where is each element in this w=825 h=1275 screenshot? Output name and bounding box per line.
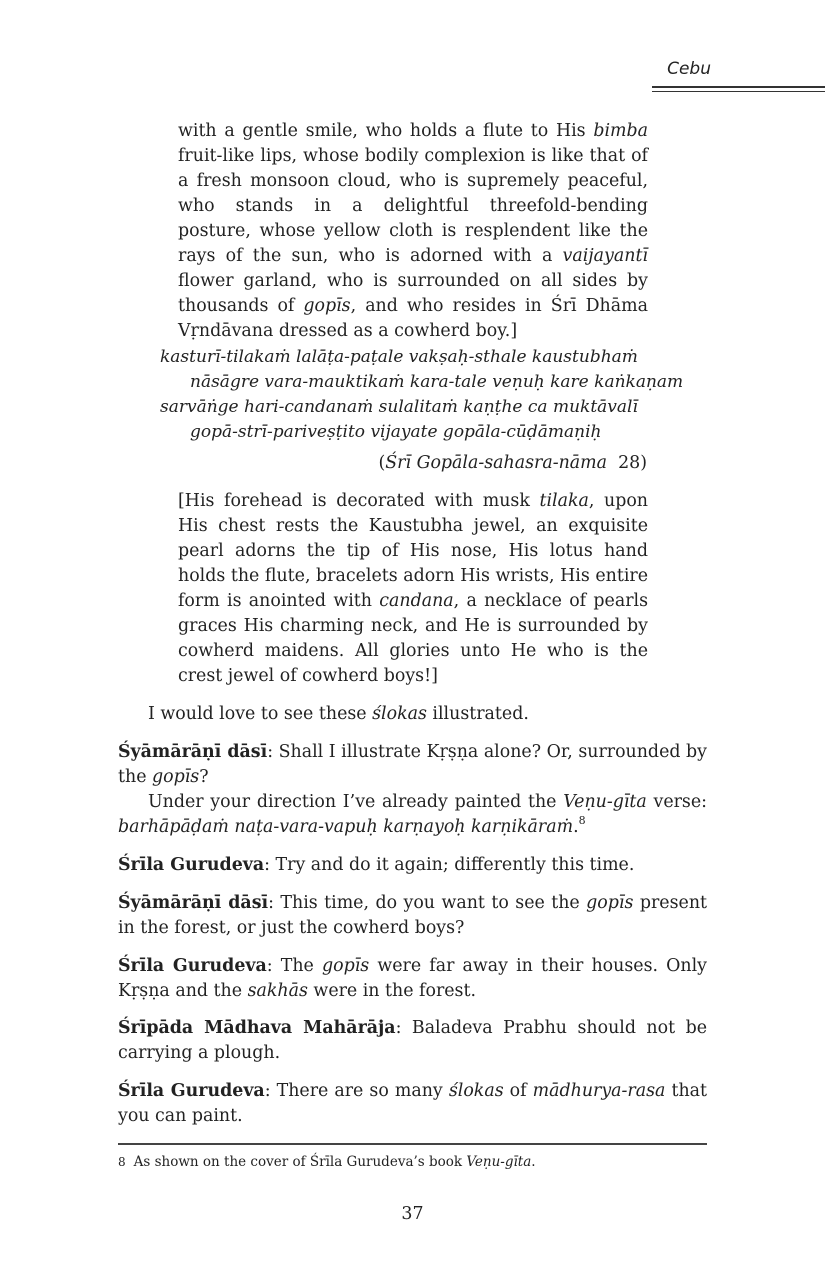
translation-paragraph-2: [His forehead is decorated with musk tilaka, upon His chest rests the Kaustubha jewel, an exquisite pearl adorns the tip of His nose, His lotus hand holds the flute, bracelets adorn His wrists, His entire form is anointed with candana, a necklace of pearls graces His charming neck, and He is surrounded by cowherd maidens. All glories unto He who is the crest jewel of cowherd boys!] [178, 491, 648, 686]
verse-line: kasturī-tilakaṁ lalāṭa-paṭale vakṣaḥ-sthale kaustubhaṁ [160, 347, 638, 367]
dialogue-paragraph: Śyāmārāṇī dāsī: This time, do you want to see the gopīs present in the forest, or just the cowherd boys? [118, 893, 708, 938]
translation-block-2 [178, 489, 648, 689]
dialogue-paragraph: Śyāmārāṇī dāsī: Shall I illustrate Kṛṣṇa alone? Or, surrounded by the gopīs? [118, 742, 707, 787]
verse-source: (Śrī Gopāla-sahasra-nāma 28) [378, 453, 647, 473]
verse-line: sarvāṅge hari-candanaṁ sulalitaṁ kaṇṭhe ca muktāvalī [160, 397, 638, 417]
header-rule-thin [652, 91, 825, 92]
speaker-name: Śyāmārāṇī dāsī [118, 893, 269, 913]
sanskrit-verse [160, 345, 683, 445]
footnote: $^8$ As shown on the cover of Śrīla Gurudeva’s book Veṇu-gīta. [118, 1154, 536, 1170]
footnote-reference: 8 [578, 814, 586, 827]
verse-line: gopā-strī-pariveṣṭito vijayate gopāla-cūḍāmaṇiḥ [190, 422, 602, 442]
footnote-number: 8 [118, 1155, 126, 1169]
speaker-name: Śrīla Gurudeva [118, 956, 267, 976]
dialogue-paragraph: Śrīla Gurudeva: The gopīs were far away in their houses. Only Kṛṣṇa and the sakhās were in the forest. [118, 956, 707, 1001]
page-number: 37 [401, 1204, 424, 1224]
verse-line: nāsāgre vara-mauktikaṁ kara-tale veṇuḥ kare kaṅkaṇam [190, 372, 684, 392]
speaker-name: Śrīla Gurudeva [118, 1081, 265, 1101]
speaker-name: Śyāmārāṇī dāsī [118, 742, 268, 762]
translation-block-1 [178, 119, 648, 344]
translation-paragraph-1: with a gentle smile, who holds a flute to His bimba fruit-like lips, whose bodily complexion is like that of a fresh monsoon cloud, who is supremely peaceful, who stands in a delightful threefold-bending posture, whose yellow cloth is resplendent like the rays of the sun, who is adorned with a vaijayantī flower garland, who is surrounded on all sides by thousands of gopīs, and who resides in Śrī Dhāma Vṛndāvana dressed as a cowherd boy.] [178, 121, 648, 341]
dialogue-paragraph: Śrīla Gurudeva: There are so many ślokas of mādhurya-rasa that you can paint. [118, 1081, 708, 1126]
dialogue-paragraph: Śrīpāda Mādhava Mahārāja: Baladeva Prabhu should not be carrying a plough. [118, 1018, 707, 1063]
speaker-name: Śrīla Gurudeva [118, 855, 265, 875]
speaker-name: Śrīpāda Mādhava Mahārāja [118, 1018, 396, 1038]
header-rule-thick [652, 86, 825, 88]
dialogue-paragraph: Under your direction I’ve already painted the Veṇu-gīta verse: barhāpāḍaṁ naṭa-vara-vapuḥ karṇayoḥ karṇikāraṁ.$^8$ [118, 792, 707, 837]
dialogue-paragraph: I would love to see these ślokas illustrated. [148, 704, 529, 724]
dialogue-paragraph: Śrīla Gurudeva: Try and do it again; differently this time. [118, 855, 635, 875]
footnote-divider [118, 1143, 707, 1145]
running-header-title: Cebu [667, 59, 711, 79]
